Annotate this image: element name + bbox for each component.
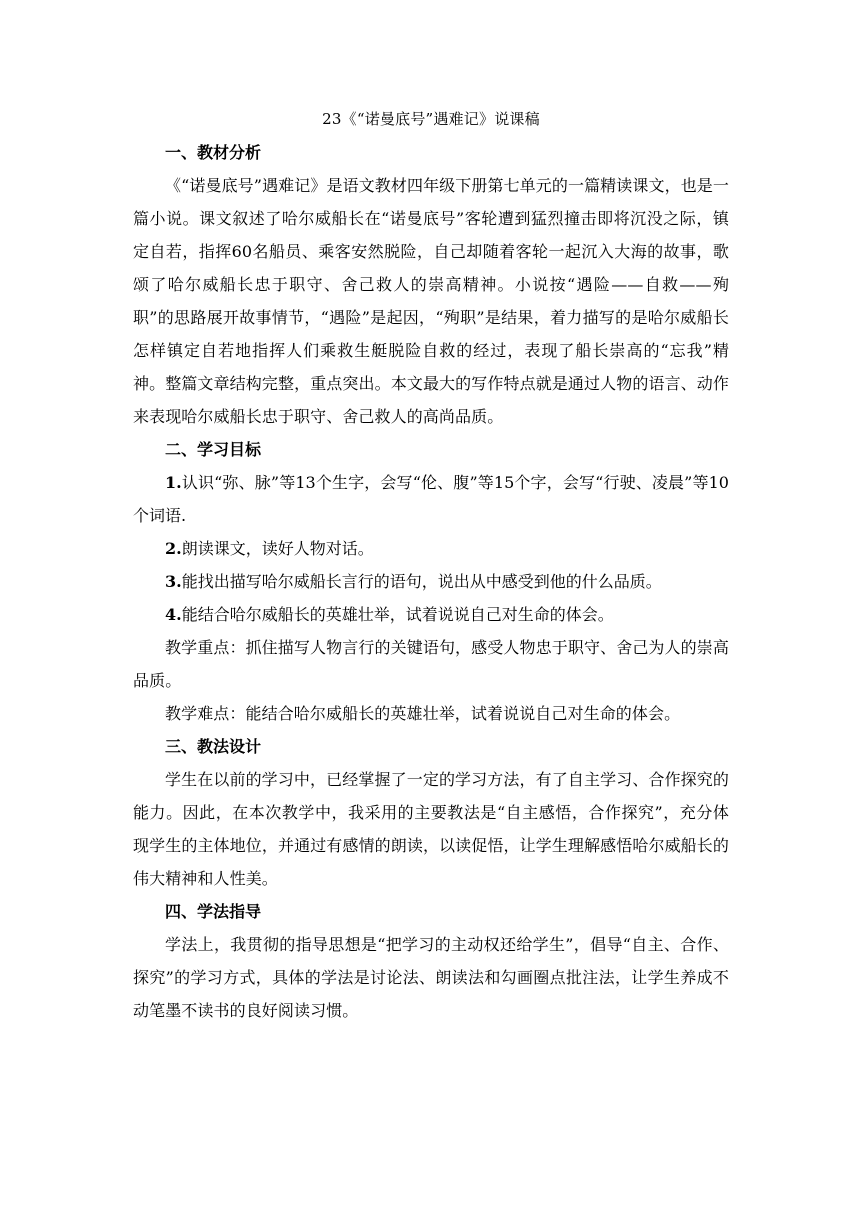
guidance-paragraph: 学法上，我贯彻的指导思想是“把学习的主动权还给学生”，倡导“自主、合作、探究”的学习方式，具体的学法是讨论法、朗读法和勾画圈点批注法，让学生养成不动笔墨不读书的良好阅读习惯。 bbox=[133, 935, 729, 1020]
document-body bbox=[133, 108, 729, 1027]
objective-item bbox=[133, 466, 729, 532]
objective-number: 3. bbox=[165, 572, 182, 591]
objective-text: 能结合哈尔威船长的英雄壮举，试着说说自己对生命的体会。 bbox=[181, 605, 614, 624]
section-heading-analysis: 一、教材分析 bbox=[165, 143, 262, 162]
objective-text: 朗读课文，读好人物对话。 bbox=[181, 539, 374, 558]
section-heading-objectives: 二、学习目标 bbox=[165, 440, 262, 459]
section-heading-guidance: 四、学法指导 bbox=[165, 902, 262, 921]
analysis-paragraph: 《“诺曼底号”遇难记》是语文教材四年级下册第七单元的一篇精读课文，也是一篇小说。课文叙述了哈尔威船长在“诺曼底号”客轮遭到猛烈撞击即将沉没之际，镇定自若，指挥60名船员、乘客安然脱险，自己却随着客轮一起沉入大海的故事，歌颂了哈尔威船长忠于职守、舍己救人的崇高精神。小说按“遇险——自救——殉职”的思路展开故事情节，“遇险”是起因，“殉职”是结果，着力描写的是哈尔威船长怎样镇定自若地指挥人们乘救生艇脱险自救的经过，表现了船长崇高的“忘我”精神。整篇文章结构完整，重点突出。本文最大的写作特点就是通过人物的语言、动作来表现哈尔威船长忠于职守、舍己救人的高尚品质。 bbox=[133, 176, 729, 426]
objective-number: 4. bbox=[165, 605, 182, 624]
objective-text: 认识“弥、脉”等13个生字，会写“伦、腹”等15个字，会写“行驶、凌晨”等10个词语. bbox=[133, 473, 729, 525]
teaching-difficulty: 教学难点：能结合哈尔威船长的英雄壮举，试着说说自己对生命的体会。 bbox=[165, 704, 681, 723]
objective-item bbox=[133, 565, 729, 598]
objective-text: 能找出描写哈尔威船长言行的语句，说出从中感受到他的什么品质。 bbox=[181, 572, 662, 591]
objective-item bbox=[133, 598, 729, 631]
objective-item bbox=[133, 532, 729, 565]
method-paragraph: 学生在以前的学习中，已经掌握了一定的学习方法，有了自主学习、合作探究的能力。因此，在本次教学中，我采用的主要教法是“自主感悟，合作探究”，充分体现学生的主体地位，并通过有感情的朗读，以读促悟，让学生理解感悟哈尔威船长的伟大精神和人性美。 bbox=[133, 770, 729, 888]
objective-number: 2. bbox=[165, 539, 182, 558]
teaching-key-point: 教学重点：抓住描写人物言行的关键语句，感受人物忠于职守、舍己为人的崇高品质。 bbox=[133, 638, 729, 690]
document-title: 23《“诺曼底号”遇难记》说课稿 bbox=[322, 110, 540, 128]
section-heading-method: 三、教法设计 bbox=[165, 737, 262, 756]
objective-number: 1. bbox=[165, 473, 182, 492]
